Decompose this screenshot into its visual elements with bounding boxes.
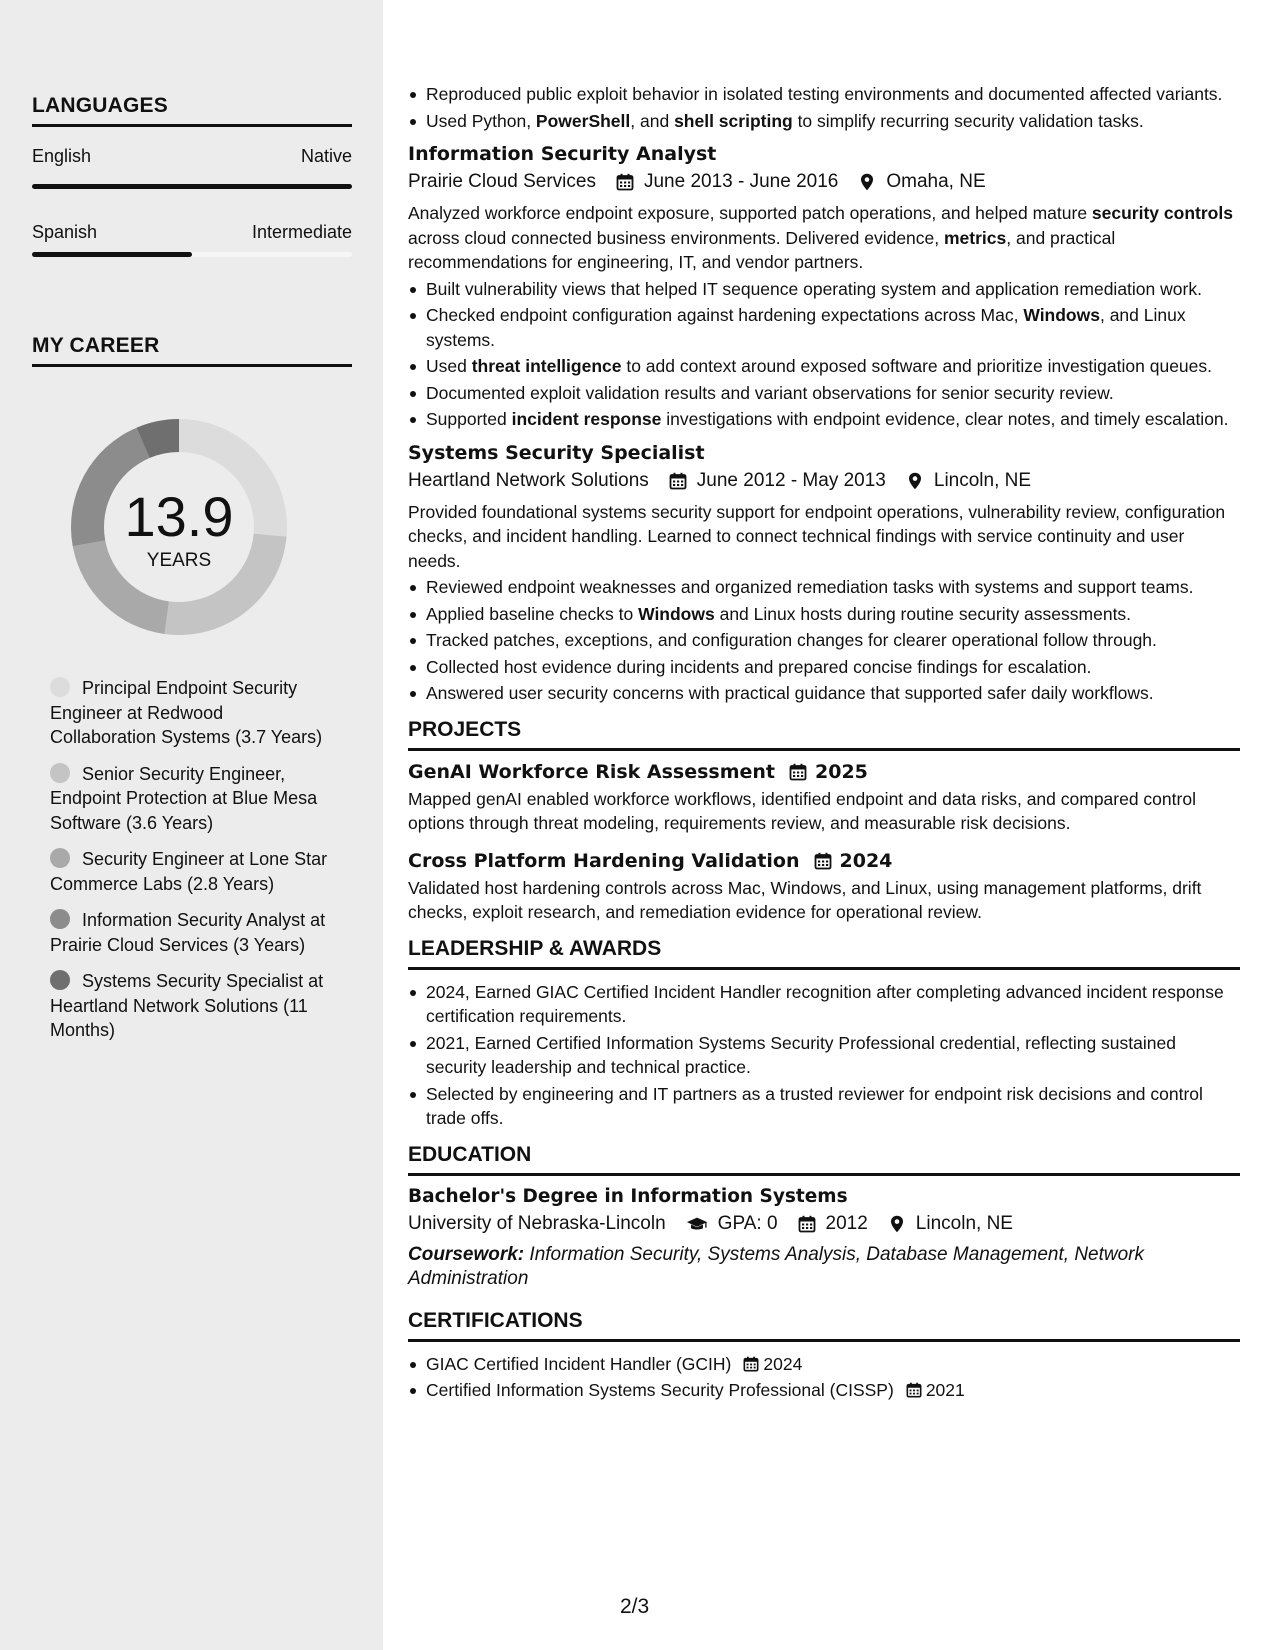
coursework-label: Coursework: [408,1243,525,1265]
bullet-item: Selected by engineering and IT partners as a trusted reviewer for endpoint risk decisions and control trade offs. [408,1082,1240,1131]
project-title-row [408,761,1240,783]
career-legend [50,676,330,1055]
job-location: Omaha, NE [886,171,986,192]
gpa: GPA: 0 [717,1212,778,1234]
bullet-item: Checked endpoint configuration against hardening expectations across Mac, Windows, and Linux systems. [408,303,1240,352]
career-total-unit: YEARS [146,550,212,571]
language-bar-spanish [32,252,352,257]
job-summary: Analyzed workforce endpoint exposure, supported patch operations, and helped mature security controls across cloud connected business environments. Delivered evidence, metrics, and practical recommendations for engineering, IT, and vendor partners. [408,203,1233,272]
project-title: Cross Platform Hardening Validation [408,849,800,872]
legend-dot-icon [50,970,70,990]
bullet-item: Reviewed endpoint weaknesses and organized remediation tasks with systems and support teams. [408,575,1240,600]
certification-name: Certified Information Systems Security Professional (CISSP) [426,1380,894,1400]
language-bar-fill [32,184,352,189]
degree-title: Bachelor's Degree in Information Systems [408,1185,848,1207]
career-heading: MY CAREER [32,334,352,367]
language-row-spanish [32,222,352,243]
project-year: 2025 [815,760,868,783]
project-description: Validated host hardening controls across Mac, Windows, and Linux, using management platforms, drift checks, exploit research, and remediation evidence for operational review. [408,877,1202,922]
certification-item [408,1352,1240,1377]
bullet-item: Answered user security concerns with practical guidance that supported safer daily workflows. [408,681,1240,706]
legend-dot-icon [50,677,70,697]
calendar-icon [798,1215,816,1233]
coursework [408,1243,1240,1291]
bullet-item: Documented exploit validation results and variant observations for senior security review. [408,381,1240,406]
job-location: Lincoln, NE [933,469,1032,491]
coursework-list: Information Security, Systems Analysis, Database Management, Network Administration [408,1243,1145,1289]
bullet-item: Used Python, PowerShell, and shell scripting to simplify recurring security validation tasks. [408,109,1240,134]
bullet-item: 2024, Earned GIAC Certified Incident Handler recognition after completing advanced incident response certification requirements. [408,980,1240,1029]
language-bar-english [32,184,352,189]
previous-job-bullets [408,82,1240,133]
bullet-item: Supported incident response investigations with endpoint evidence, clear notes, and timely escalation. [408,407,1240,432]
career-legend-item [50,847,330,896]
education-heading: EDUCATION [408,1143,1240,1176]
legend-label: Information Security Analyst at Prairie Cloud Services (3 Years) [50,910,326,955]
language-bar-fill [32,252,192,257]
career-total-years: 13.9 [124,485,234,548]
school-name: University of Nebraska-Lincoln [408,1212,666,1234]
languages-heading: LANGUAGES [32,94,352,127]
career-legend-item [50,762,330,836]
legend-label: Senior Security Engineer, Endpoint Protection at Blue Mesa Software (3.6 Years) [50,763,318,833]
job-title: Systems Security Specialist [408,441,705,464]
job-meta [408,171,1240,193]
job-title: Information Security Analyst [408,143,717,165]
graduation-cap-icon [686,1215,708,1233]
company-name: Heartland Network Solutions [408,469,649,491]
bullet-item: 2021, Earned Certified Information Systems Security Professional credential, reflecting sustained security leadership and technical practice. [408,1031,1240,1080]
calendar-icon [743,1356,759,1372]
project-year: 2024 [839,849,893,872]
page-number: 2/3 [620,1595,650,1618]
language-row-english [32,146,352,167]
legend-dot-icon [50,763,70,783]
legend-dot-icon [50,848,70,868]
bullet-item: Tracked patches, exceptions, and configuration changes for clearer operational follow through. [408,628,1240,653]
leadership-heading: LEADERSHIP & AWARDS [408,937,1240,970]
school-location: Lincoln, NE [915,1212,1013,1234]
graduation-year: 2012 [825,1212,868,1234]
project-description: Mapped genAI enabled workforce workflows, identified endpoint and data risks, and compared control options through threat modeling, requirements review, and measurable risk decisions. [408,788,1196,833]
calendar-icon [669,472,687,490]
bullet-item: Reproduced public exploit behavior in isolated testing environments and documented affected variants. [408,82,1240,107]
calendar-icon [814,852,832,870]
job-dates: June 2012 - May 2013 [696,469,886,491]
bullet-item: Collected host evidence during incidents and prepared concise findings for escalation. [408,655,1240,680]
bullet-item: Applied baseline checks to Windows and Linux hosts during routine security assessments. [408,602,1240,627]
leadership-bullets [408,980,1240,1131]
project-title-row [408,850,1240,872]
legend-dot-icon [50,909,70,929]
legend-label: Systems Security Specialist at Heartland Network Solutions (11 Months) [50,971,324,1040]
certification-item [408,1378,1240,1403]
calendar-icon [906,1382,922,1398]
main-content [408,0,1240,1650]
certification-year: 2021 [925,1380,965,1400]
calendar-icon [616,173,634,191]
job-dates: June 2013 - June 2016 [643,171,839,192]
language-name: English [32,146,92,166]
bullet-item: Used threat intelligence to add context around exposed software and prioritize investigation queues. [408,354,1240,379]
certifications-heading: CERTIFICATIONS [408,1309,1240,1342]
location-pin-icon [888,1215,906,1233]
education-meta [408,1213,1240,1235]
career-legend-item [50,676,330,750]
legend-label: Security Engineer at Lone Star Commerce Labs (2.8 Years) [50,849,328,894]
career-legend-item [50,908,330,957]
location-pin-icon [858,173,876,191]
legend-label: Principal Endpoint Security Engineer at Redwood Collaboration Systems (3.7 Years) [50,678,323,747]
language-name: Spanish [32,222,98,242]
language-level: Native [300,146,352,166]
bullet-item: Built vulnerability views that helped IT sequence operating system and application remediation work. [408,277,1240,302]
job-summary: Provided foundational systems security support for endpoint operations, vulnerability review, configuration checks, and incident handling. Learned to connect technical findings with service continuity and user needs. [408,501,1226,571]
language-level: Intermediate [251,222,352,242]
job-bullets [408,575,1240,706]
sidebar [0,0,383,1650]
project-title: GenAI Workforce Risk Assessment [408,760,776,783]
job-bullets [408,277,1240,432]
job-meta [408,470,1240,492]
projects-heading: PROJECTS [408,718,1240,751]
location-pin-icon [906,472,924,490]
certification-year: 2024 [763,1353,803,1374]
certification-list [408,1352,1240,1403]
calendar-icon [789,763,807,781]
certification-name: GIAC Certified Incident Handler (GCIH) [426,1353,732,1374]
company-name: Prairie Cloud Services [408,171,596,192]
career-legend-item [50,969,330,1043]
